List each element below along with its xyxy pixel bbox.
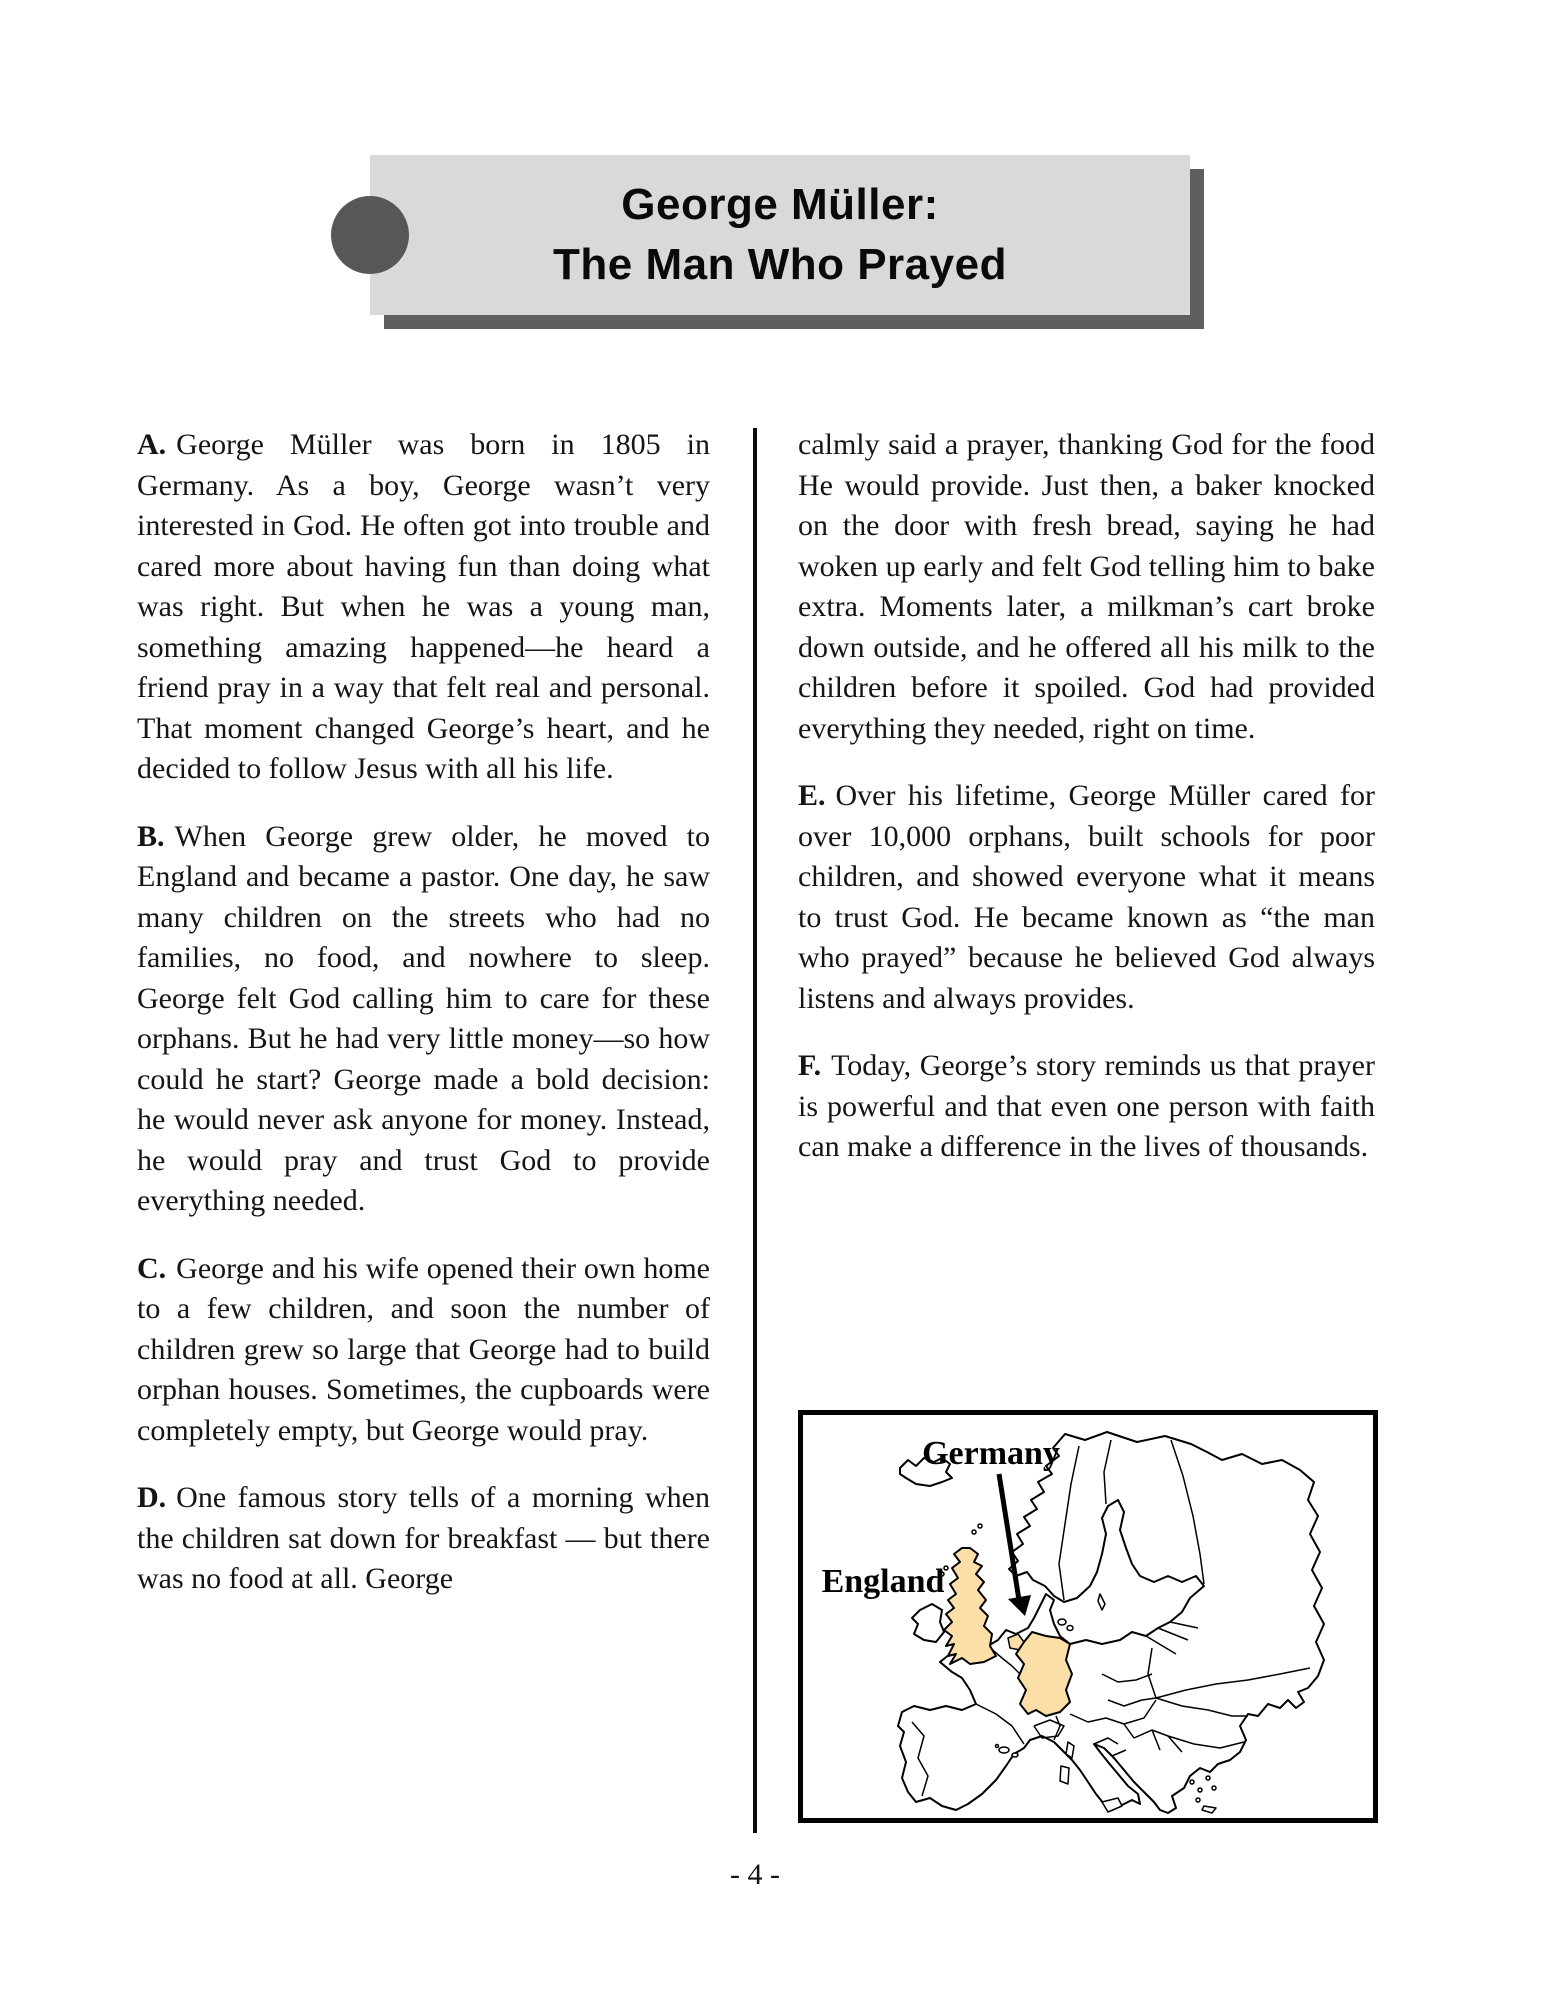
germany-map-label: Germany [922, 1435, 1060, 1472]
paragraph-e-label: E. [798, 779, 826, 812]
paragraph-b-label: B. [137, 819, 165, 853]
germany-highlight [1016, 1632, 1072, 1716]
paragraph-d-label: D. [137, 1481, 167, 1514]
paragraph-e-text: Over his lifetime, George Müller cared for over 10,000 orphans, built schools for poor children, and showed everyone what it means to trust God. He became known as “the man who prayed” because he believed God always listens and always provides. [798, 779, 1375, 1015]
page-title-line2: The Man Who Prayed [553, 240, 1007, 289]
paragraph-d-continued [798, 425, 1375, 749]
paragraph-c-label: C. [137, 1251, 167, 1285]
paragraph-a [137, 425, 710, 790]
title-box [370, 155, 1190, 315]
england-map-label: England [821, 1563, 945, 1600]
paragraph-d-text: One famous story tells of a morning when the children sat down for breakfast — but there was no food at all. George [137, 1481, 710, 1595]
paragraph-c-text: George and his wife opened their own home to a few children, and soon the number of children grew so large that George had to build orphan houses. Sometimes, the cupboards were completely empty, but George would pray. [137, 1251, 710, 1447]
europe-map [803, 1415, 1373, 1818]
column-divider [753, 428, 757, 1833]
paragraph-b [137, 817, 710, 1222]
england-highlight [944, 1548, 996, 1664]
paragraph-a-text: George Müller was born in 1805 in Germany. As a boy, George wasn’t very interested in God. He often got into trouble and cared more about having fun than doing what was right. But when he was a young man, something amazing happened—he heard a friend pray in a way that felt real and personal. That moment changed George’s heart, and he decided to follow Jesus with all his life. [137, 428, 710, 785]
right-column [798, 425, 1375, 1195]
paragraph-a-label: A. [137, 428, 167, 461]
left-column [137, 425, 710, 1627]
decorative-circle [331, 196, 409, 274]
paragraph-e [798, 776, 1375, 1019]
europe-map-figure [798, 1410, 1378, 1823]
paragraph-d [137, 1478, 710, 1600]
page-title-line1: George Müller: [621, 180, 939, 229]
paragraph-f-label: F. [798, 1049, 822, 1082]
paragraph-f-text: Today, George’s story reminds us that prayer is powerful and that even one person with faith can make a difference in the lives of thousands. [798, 1049, 1375, 1163]
paragraph-c [137, 1249, 710, 1452]
ireland [912, 1604, 944, 1642]
title-banner [370, 155, 1190, 315]
paragraph-d-continued-text: calmly said a prayer, thanking God for the food He would provide. Just then, a baker knocked on the door with fresh bread, saying he had woken up early and felt God telling him to bake extra. Moments later, a milkman’s cart broke down outside, and he offered all his milk to the children before it spoiled. God had provided everything they needed, right on time. [798, 428, 1375, 745]
page-number: - 4 - [730, 1858, 780, 1891]
paragraph-b-text: When George grew older, he moved to England and became a pastor. One day, he saw many children on the streets who had no families, no food, and nowhere to sleep. George felt God calling him to care for these orphans. But he had very little money—so how could he start? George made a bold decision: he would never ask anyone for money. Instead, he would pray and trust God to provide everything needed. [137, 819, 710, 1217]
paragraph-f [798, 1046, 1375, 1168]
